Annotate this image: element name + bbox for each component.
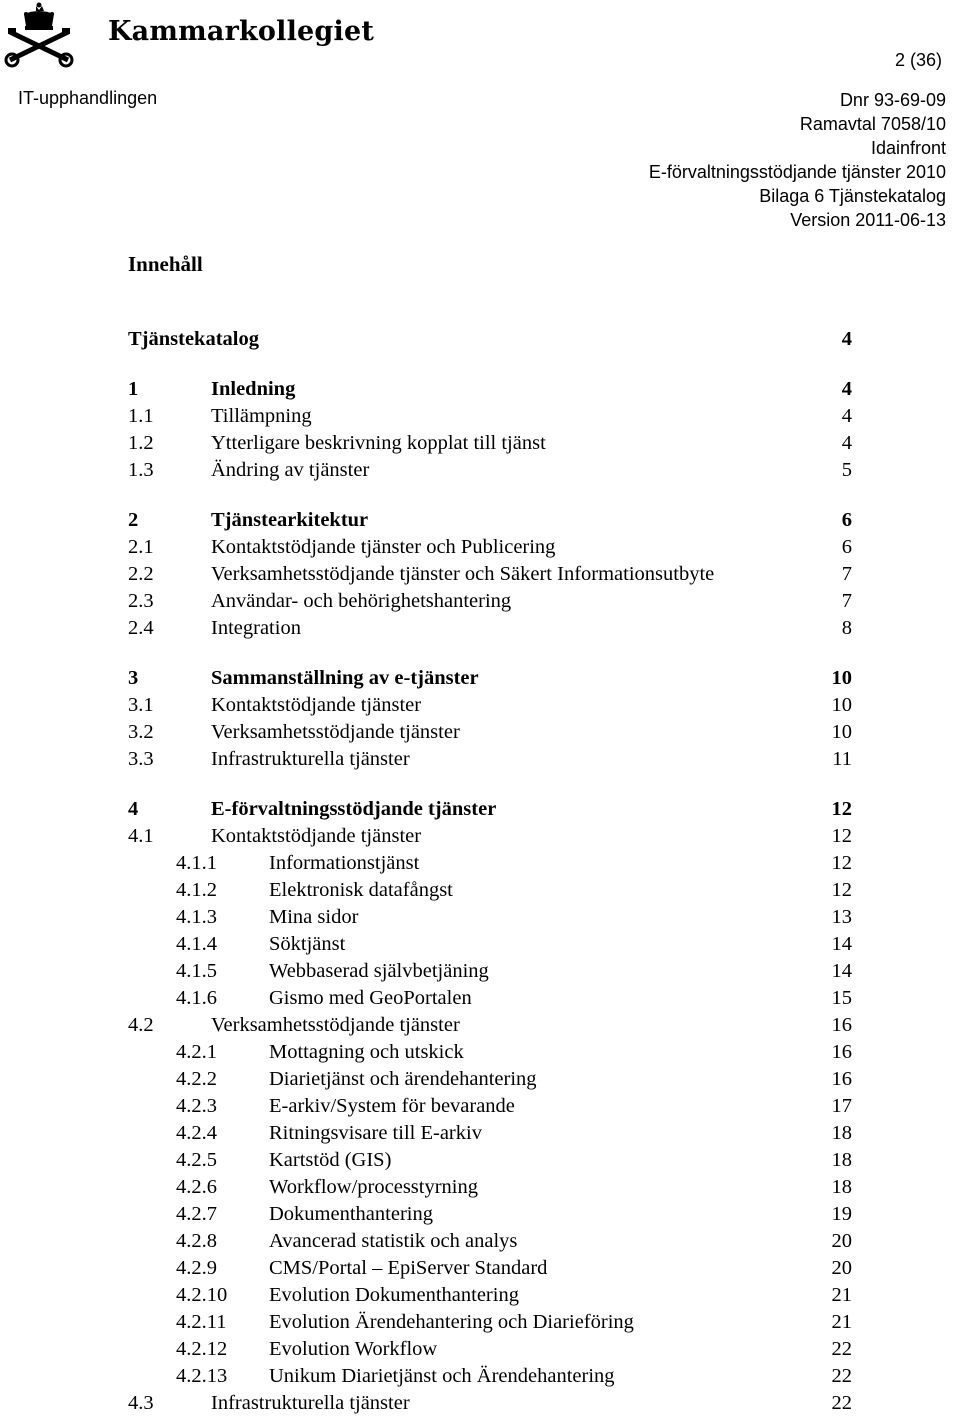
toc-entry-title: Dokumenthantering (269, 1203, 433, 1225)
toc-entry-title: Verksamhetsstödjande tjänster och Säkert Informationsutbyte (211, 563, 715, 585)
appendix-name: Bilaga 6 Tjänstekatalog (759, 186, 946, 206)
toc-entry-title: E-förvaltningsstödjande tjänster (211, 798, 497, 820)
toc-entry-page: 14 (831, 960, 852, 982)
toc-entry-page: 16 (831, 1014, 852, 1036)
toc-entry-page: 11 (832, 748, 852, 770)
toc-entry[interactable] (128, 823, 852, 850)
toc-entry-title: Söktjänst (269, 933, 346, 955)
toc-entry-page: 10 (831, 667, 852, 689)
toc-entry[interactable] (128, 561, 852, 588)
toc-entry-number: 4.1.3 (176, 906, 217, 928)
toc-entry-number: 4.1.4 (176, 933, 217, 955)
toc-entry[interactable] (128, 1066, 852, 1093)
toc-entry[interactable] (128, 665, 852, 692)
toc-entry-title: CMS/Portal – EpiServer Standard (269, 1257, 548, 1279)
toc-entry-title: Diarietjänst och ärendehantering (269, 1068, 537, 1090)
toc-entry-number: 1.3 (128, 459, 154, 481)
toc-entry[interactable] (128, 1147, 852, 1174)
toc-entry-page: 7 (841, 590, 852, 612)
toc-entry[interactable] (128, 850, 852, 877)
toc-entry-title: Gismo med GeoPortalen (269, 987, 472, 1009)
toc-entry-page: 17 (831, 1095, 852, 1117)
brand-name: Kammarkollegiet (108, 16, 375, 47)
toc-entry-title: Verksamhetsstödjande tjänster (211, 1014, 460, 1036)
toc-entry-number: 4.2.1 (176, 1041, 217, 1063)
toc-entry-title: Ytterligare beskrivning kopplat till tjänst (211, 432, 546, 454)
page-number: 2 (36) (894, 50, 942, 70)
toc-entry[interactable] (128, 746, 852, 773)
toc-entry-title: Ändring av tjänster (211, 459, 370, 481)
toc-entry-number: 4.2.5 (176, 1149, 217, 1171)
toc-entry[interactable] (128, 1363, 852, 1390)
toc-entry-number: 1 (128, 378, 139, 400)
toc-entry-page: 5 (841, 459, 852, 481)
toc-entry-page: 16 (831, 1068, 852, 1090)
toc-entry[interactable] (128, 1120, 852, 1147)
toc-entry-number: 4.3 (128, 1392, 154, 1414)
toc-entry-title: Webbaserad självbetjäning (269, 960, 489, 982)
toc-entry-page: 10 (831, 694, 852, 716)
toc-entry-title: Infrastrukturella tjänster (211, 1392, 410, 1414)
toc-entry-page: 20 (831, 1230, 852, 1252)
toc-entry[interactable] (128, 326, 852, 353)
toc-entry[interactable] (128, 1390, 852, 1417)
toc-entry[interactable] (128, 1282, 852, 1309)
toc-entry-page: 20 (831, 1257, 852, 1279)
toc-entry-title: Tjänstekatalog (128, 328, 259, 350)
toc-entry-number: 4.2.7 (176, 1203, 217, 1225)
toc-entry[interactable] (128, 1174, 852, 1201)
document-metadata (649, 88, 946, 232)
toc-entry-number: 4.1.5 (176, 960, 217, 982)
toc-entry-title: Avancerad statistik och analys (269, 1230, 518, 1252)
toc-entry-page: 7 (841, 563, 852, 585)
toc-entry-page: 12 (831, 798, 852, 820)
toc-heading: Innehåll (128, 252, 203, 276)
toc-entry-number: 2 (128, 509, 139, 531)
toc-entry[interactable] (128, 534, 852, 561)
toc-entry[interactable] (128, 904, 852, 931)
toc-entry-number: 4.2 (128, 1014, 154, 1036)
toc-entry-number: 4.2.3 (176, 1095, 217, 1117)
toc-entry-number: 4.2.2 (176, 1068, 217, 1090)
toc-entry-page: 22 (831, 1392, 852, 1414)
toc-entry-page: 10 (831, 721, 852, 743)
toc-entry-title: Kontaktstödjande tjänster (211, 694, 422, 716)
toc-entry[interactable] (128, 796, 852, 823)
toc-entry-number: 4.1.1 (176, 852, 217, 874)
toc-entry-page: 15 (831, 987, 852, 1009)
toc-entry-number: 4 (128, 798, 139, 820)
toc-entry-page: 18 (831, 1149, 852, 1171)
toc-entry-number: 1.1 (128, 405, 154, 427)
toc-entry[interactable] (128, 588, 852, 615)
toc-entry-title: Kontaktstödjande tjänster (211, 825, 422, 847)
toc-entry-page: 16 (831, 1041, 852, 1063)
toc-entry-page: 22 (831, 1365, 852, 1387)
toc-entry[interactable] (128, 1039, 852, 1066)
toc-entry[interactable] (128, 1336, 852, 1363)
toc-entry[interactable] (128, 931, 852, 958)
toc-entry-page: 18 (831, 1122, 852, 1144)
toc-entry-page: 4 (841, 328, 852, 350)
toc-entry-number: 4.2.11 (176, 1311, 227, 1333)
toc-entry-number: 2.1 (128, 536, 154, 558)
toc-entry-title: Evolution Ärendehantering och Diarieföring (269, 1311, 634, 1333)
toc-entry-number: 4.2.13 (176, 1365, 228, 1387)
toc-entry-title: Användar- och behörighetshantering (211, 590, 512, 612)
toc-entry-number: 3.2 (128, 721, 154, 743)
toc-entry[interactable] (128, 1228, 852, 1255)
toc-entry-page: 21 (831, 1311, 852, 1333)
toc-entry-title: Elektronisk datafångst (269, 879, 453, 901)
toc-entry-page: 14 (831, 933, 852, 955)
toc-entry-number: 3.1 (128, 694, 154, 716)
toc-entry[interactable] (128, 958, 852, 985)
toc-entry[interactable] (128, 1093, 852, 1120)
document-version: Version 2011-06-13 (790, 210, 946, 230)
toc-entry-number: 4.2.9 (176, 1257, 217, 1279)
toc-entry[interactable] (128, 615, 852, 642)
table-of-contents (128, 326, 852, 1417)
toc-entry-title: Infrastrukturella tjänster (211, 748, 410, 770)
toc-entry[interactable] (128, 1201, 852, 1228)
toc-entry-number: 4.2.6 (176, 1176, 217, 1198)
toc-entry-title: Kartstöd (GIS) (269, 1149, 392, 1171)
toc-entry-title: Integration (211, 617, 301, 639)
toc-entry-number: 4.1.2 (176, 879, 217, 901)
toc-entry[interactable] (128, 719, 852, 746)
toc-entry-number: 2.3 (128, 590, 154, 612)
toc-entry[interactable] (128, 457, 852, 484)
toc-entry-number: 1.2 (128, 432, 154, 454)
toc-entry-page: 22 (831, 1338, 852, 1360)
toc-entry-title: Inledning (211, 378, 296, 400)
toc-entry[interactable] (128, 430, 852, 457)
framework-agreement: Ramavtal 7058/10 (799, 114, 946, 134)
toc-entry[interactable] (128, 1309, 852, 1336)
toc-entry-title: Ritningsvisare till E-arkiv (269, 1122, 482, 1144)
toc-entry-number: 4.2.12 (176, 1338, 228, 1360)
toc-entry[interactable] (128, 376, 852, 403)
toc-entry-page: 12 (831, 825, 852, 847)
toc-entry-title: Evolution Workflow (269, 1338, 438, 1360)
toc-entry-title: E-arkiv/System för bevarande (269, 1095, 515, 1117)
toc-entry-title: Workflow/processtyrning (269, 1176, 479, 1198)
toc-entry-number: 4.2.8 (176, 1230, 217, 1252)
toc-entry-title: Mina sidor (269, 906, 359, 928)
agreement-area: E-förvaltningsstödjande tjänster 2010 (648, 162, 946, 182)
toc-entry-title: Tjänstearkitektur (211, 509, 369, 531)
toc-entry-page: 6 (841, 536, 852, 558)
toc-entry-number: 2.2 (128, 563, 154, 585)
toc-entry-page: 12 (831, 879, 852, 901)
toc-entry-page: 4 (841, 378, 852, 400)
toc-entry[interactable] (128, 1255, 852, 1282)
toc-entry-number: 4.1 (128, 825, 154, 847)
toc-entry-page: 12 (831, 852, 852, 874)
toc-entry-page: 4 (841, 405, 852, 427)
toc-entry[interactable] (128, 877, 852, 904)
toc-entry-number: 2.4 (128, 617, 154, 639)
procurement-label: IT-upphandlingen (18, 88, 158, 108)
toc-entry-page: 18 (831, 1176, 852, 1198)
toc-entry-page: 6 (841, 509, 852, 531)
toc-entry[interactable] (128, 403, 852, 430)
toc-entry-title: Kontaktstödjande tjänster och Publicering (211, 536, 556, 558)
toc-entry-title: Verksamhetsstödjande tjänster (211, 721, 460, 743)
toc-entry-page: 4 (841, 432, 852, 454)
toc-entry-title: Informationstjänst (269, 852, 420, 874)
supplier-name: Idainfront (870, 138, 946, 158)
toc-entry-number: 4.2.10 (176, 1284, 228, 1306)
toc-entry-title: Tillämpning (211, 405, 312, 427)
toc-entry[interactable] (128, 985, 852, 1012)
toc-entry[interactable] (128, 692, 852, 719)
toc-entry-page: 21 (831, 1284, 852, 1306)
toc-entry-number: 3 (128, 667, 139, 689)
toc-entry-title: Mottagning och utskick (269, 1041, 464, 1063)
toc-entry[interactable] (128, 507, 852, 534)
diary-number: Dnr 93-69-09 (839, 90, 946, 110)
toc-entry-number: 3.3 (128, 748, 154, 770)
toc-entry-number: 4.1.6 (176, 987, 217, 1009)
toc-entry[interactable] (128, 1012, 852, 1039)
toc-entry-page: 13 (831, 906, 852, 928)
toc-entry-title: Evolution Dokumenthantering (269, 1284, 519, 1306)
toc-entry-page: 8 (841, 617, 852, 639)
toc-entry-title: Sammanställning av e-tjänster (211, 667, 479, 689)
toc-entry-page: 19 (831, 1203, 852, 1225)
toc-entry-title: Unikum Diarietjänst och Ärendehantering (269, 1365, 615, 1387)
toc-entry-number: 4.2.4 (176, 1122, 217, 1144)
